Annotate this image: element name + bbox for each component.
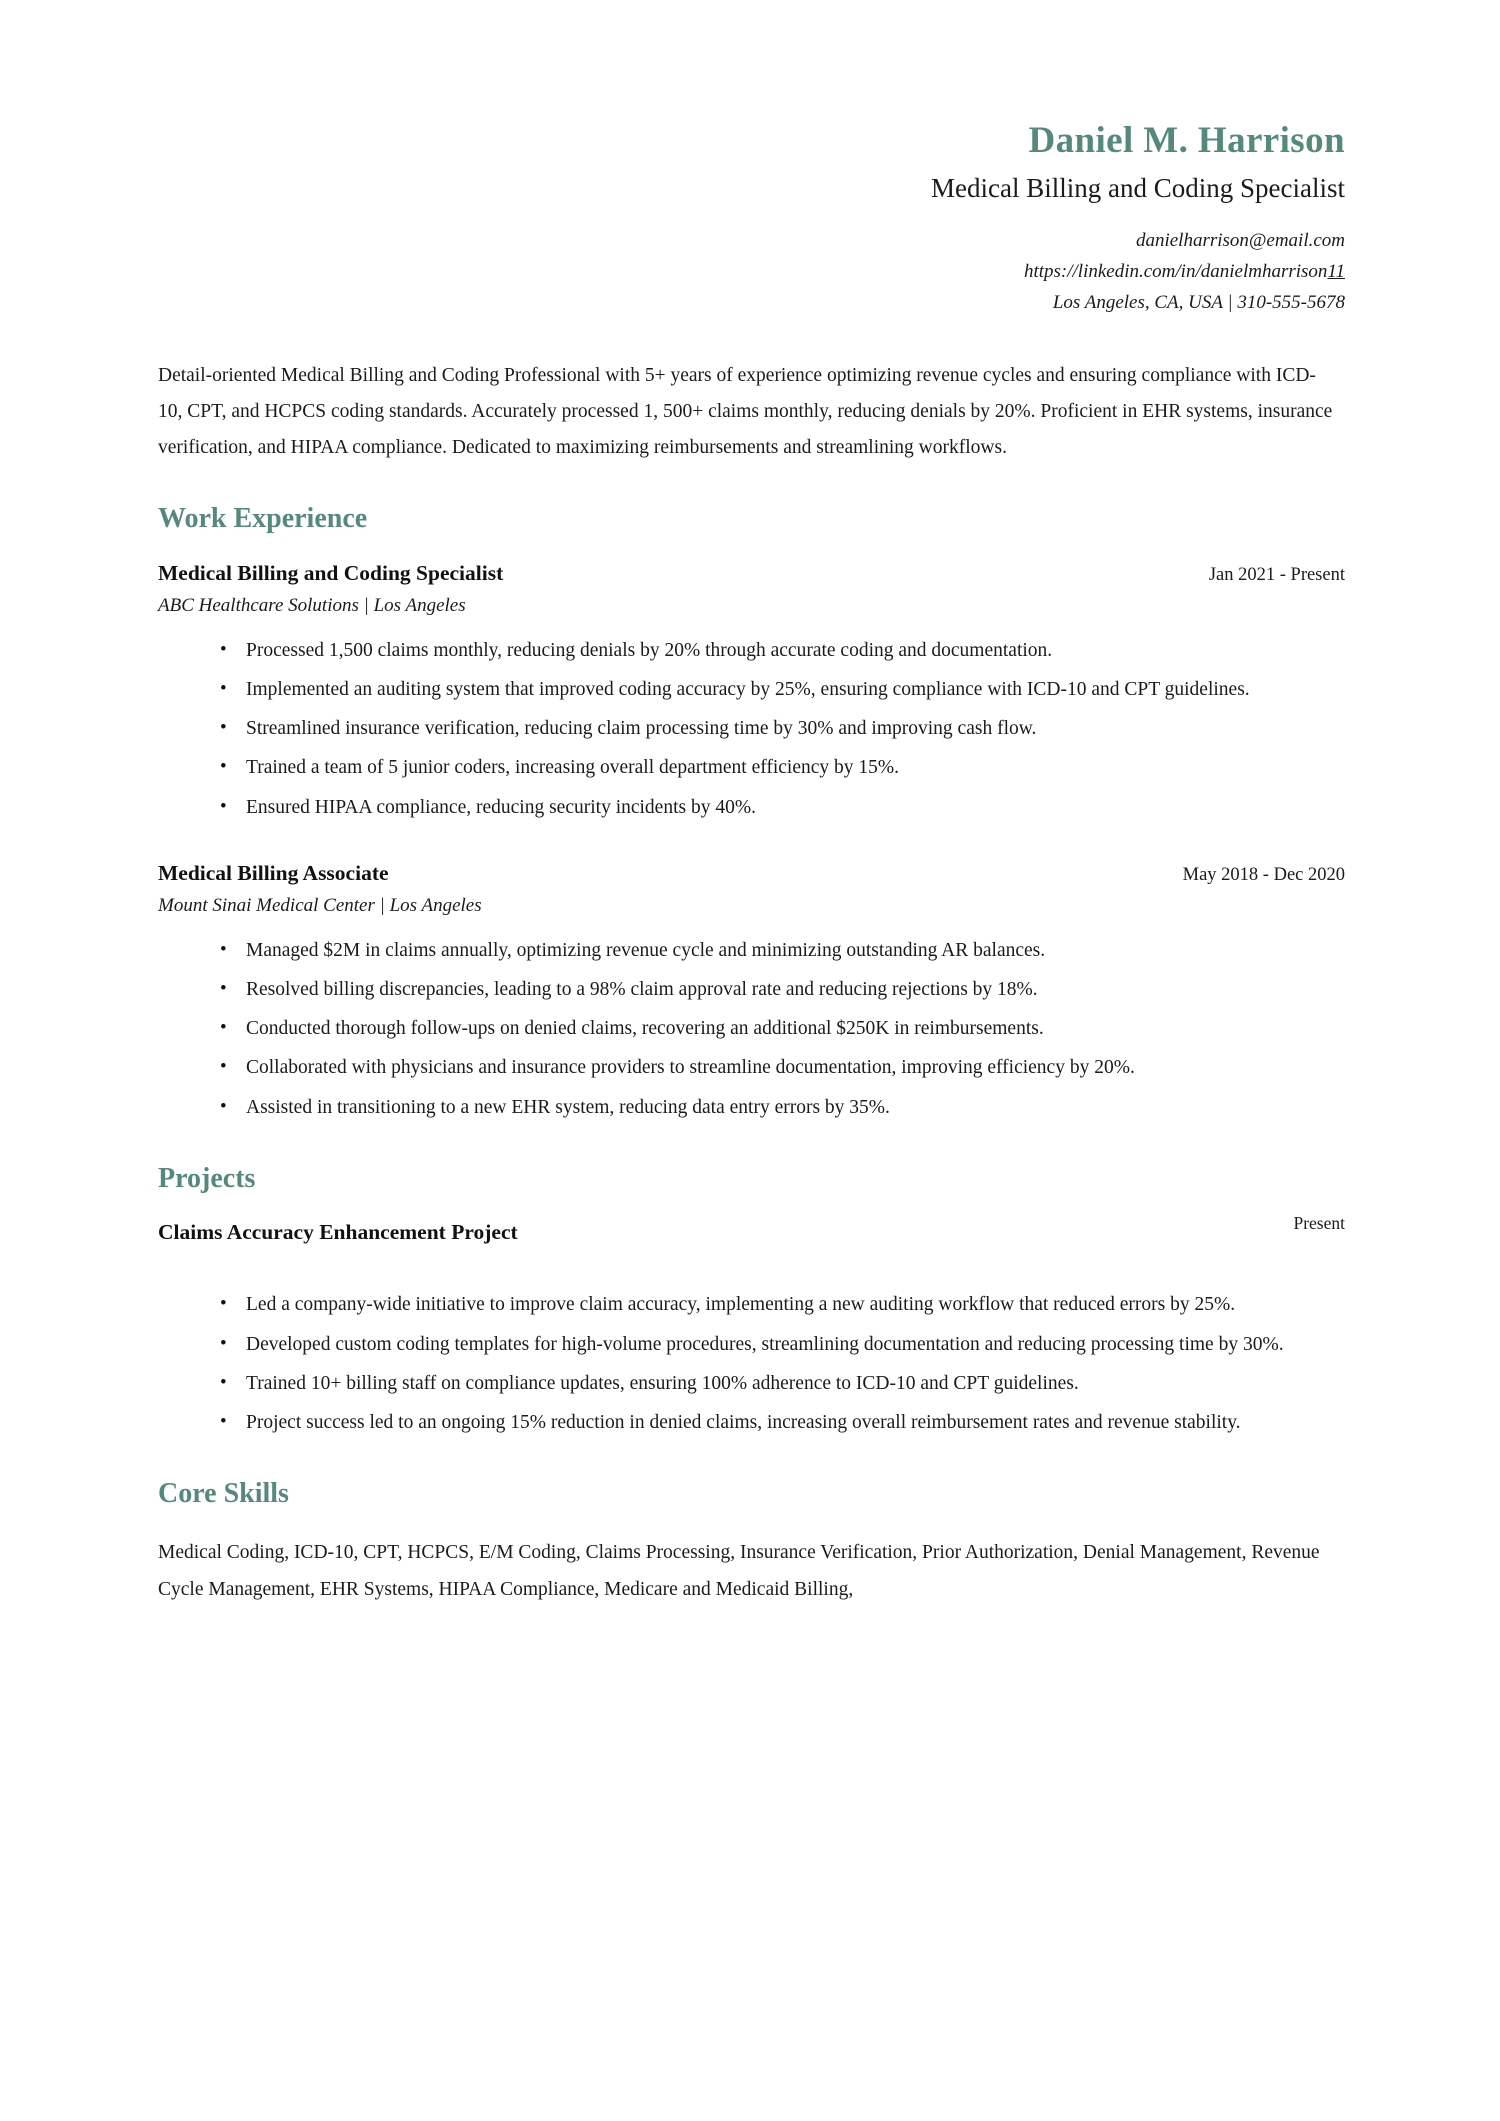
section-core-skills (158, 1477, 1345, 1608)
list-item: • Processed 1,500 claims monthly, reducing denials by 20% through accurate coding and documentation. (220, 633, 1340, 669)
work-entry-organization: Mount Sinai Medical Center | Los Angeles (158, 894, 482, 916)
section-title-work-experience: Work Experience (158, 503, 368, 535)
work-entry-role: Medical Billing and Coding Specialist (158, 561, 504, 586)
work-entry (158, 860, 1345, 1126)
list-item: • Project success led to an ongoing 15% reduction in denied claims, increasing overall reimbursement rates and revenue stability. (220, 1405, 1340, 1441)
section-title-core-skills: Core Skills (158, 1478, 289, 1510)
section-projects (158, 1162, 1345, 1442)
list-item: • Managed $2M in claims annually, optimizing revenue cycle and minimizing outstanding AR balances. (220, 933, 1340, 969)
work-entry-role: Medical Billing Associate (158, 860, 389, 885)
contact-email[interactable]: danielharrison@email.com (1135, 230, 1345, 251)
list-item: • Implemented an auditing system that improved coding accuracy by 25%, ensuring compliance with ICD-10 and CPT guidelines. (220, 672, 1340, 708)
contact-linkedin-suffix: 11 (1327, 260, 1345, 282)
project-entry-bullets (158, 1287, 1340, 1441)
work-entry-header (158, 560, 1345, 588)
contact-linkedin-prefix: https://linkedin.com/in/danielmharrison (1023, 260, 1328, 282)
list-item: • Trained 10+ billing staff on compliance updates, ensuring 100% adherence to ICD-10 and CPT guidelines. (220, 1366, 1340, 1402)
list-item: • Collaborated with physicians and insurance providers to streamline documentation, improving efficiency by 20%. (220, 1050, 1340, 1086)
work-entry-organization: ABC Healthcare Solutions | Los Angeles (158, 595, 466, 617)
candidate-name: Daniel M. Harrison (1028, 120, 1345, 161)
section-title-projects: Projects (158, 1162, 256, 1194)
section-work-experience (158, 502, 1345, 1125)
contact-linkedin[interactable] (1024, 261, 1345, 282)
list-item: • Developed custom coding templates for high-volume procedures, streamlining documentation and reducing processing time by 30%. (220, 1327, 1340, 1363)
contact-linkedin-line (158, 257, 1345, 288)
project-entry-header (158, 1213, 1345, 1247)
project-entry-name: Claims Accuracy Enhancement Project (158, 1220, 518, 1245)
work-entry-bullets (158, 633, 1340, 826)
resume-header (158, 118, 1345, 318)
project-entry (158, 1213, 1345, 1441)
work-entry-date: Jan 2021 - Present (1208, 565, 1345, 586)
list-item: • Assisted in transitioning to a new EHR system, reducing data entry errors by 35%. (220, 1090, 1340, 1126)
list-item: • Led a company-wide initiative to improve claim accuracy, implementing a new auditing workflow that reduced errors by 25%. (220, 1287, 1340, 1323)
list-item: • Conducted thorough follow-ups on denied claims, recovering an additional $250K in reimbursements. (220, 1011, 1340, 1047)
work-entry-date: May 2018 - Dec 2020 (1182, 864, 1345, 885)
project-entry-date: Present (1293, 1213, 1345, 1234)
list-item: • Resolved billing discrepancies, leading to a 98% claim approval rate and reducing rejections by 18%. (220, 972, 1340, 1008)
contact-location-phone: Los Angeles, CA, USA | 310-555-5678 (1052, 291, 1345, 313)
work-entry (158, 560, 1345, 826)
contact-email-line (158, 226, 1345, 257)
contact-location-phone-line (158, 288, 1345, 319)
candidate-headline: Medical Billing and Coding Specialist (931, 173, 1345, 204)
work-entry-bullets (158, 933, 1340, 1126)
core-skills-list: Medical Coding, ICD-10, CPT, HCPCS, E/M Coding, Claims Processing, Insurance Verification, Prior Authorization, Denial Management, Revenue Cycle Management, EHR Systems, HIPAA Compliance, Medicare and Medicaid Billing, (158, 1542, 1320, 1600)
work-entry-header (158, 860, 1345, 888)
professional-summary: Detail-oriented Medical Billing and Coding Professional with 5+ years of experience optimizing revenue cycles and ensuring compliance with ICD-10, CPT, and HCPCS coding standards. Accurately processed 1, 500+ claims monthly, reducing denials by 20%. Proficient in EHR systems, insurance verification, and HIPAA compliance. Dedicated to maximizing reimbursements and streamlining workflows. (158, 365, 1333, 459)
list-item: • Trained a team of 5 junior coders, increasing overall department efficiency by 15%. (220, 750, 1340, 786)
list-item: • Ensured HIPAA compliance, reducing security incidents by 40%. (220, 790, 1340, 826)
list-item: • Streamlined insurance verification, reducing claim processing time by 30% and improving cash flow. (220, 711, 1340, 747)
